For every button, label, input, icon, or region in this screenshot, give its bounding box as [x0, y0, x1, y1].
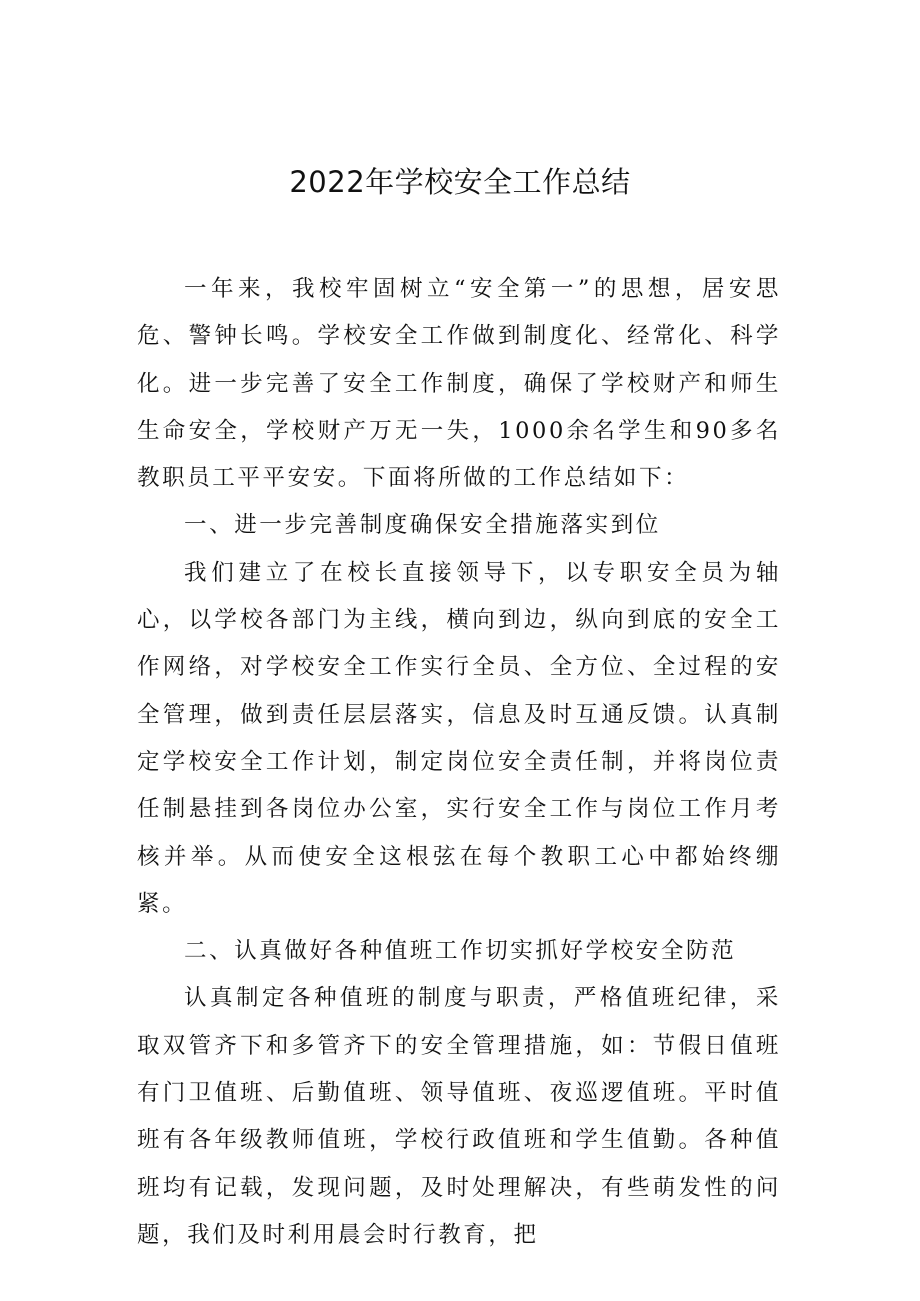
intro-paragraph: 一年来，我校牢固树立“安全第一”的思想，居安思危、警钟长鸣。学校安全工作做到制度化、经常化、科学化。进一步完善了安全工作制度，确保了学校财产和师生生命安全，学校财产万无一失，1000余名学生和90多名教职员工平平安安。下面将所做的工作总结如下：: [137, 276, 781, 492]
document-title: 2022年学校安全工作总结: [289, 165, 631, 199]
document-body: [137, 266, 781, 1259]
section-1-paragraph: 我们建立了在校长直接领导下，以专职安全员为轴心，以学校各部门为主线，横向到边，纵向到底的安全工作网络，对学校安全工作实行全员、全方位、全过程的安全管理，做到责任层层落实，信息及时互通反馈。认真制定学校安全工作计划，制定岗位安全责任制，并将岗位责任制悬挂到各岗位办公室，实行安全工作与岗位工作月考核并举。从而使安全这根弦在每个教职工心中都始终绷紧。: [137, 559, 781, 917]
section-heading-1: 一、进一步完善制度确保安全措施落实到位: [184, 512, 661, 539]
section-2-paragraph: 认真制定各种值班的制度与职责，严格值班纪律，采取双管齐下和多管齐下的安全管理措施，如：节假日值班有门卫值班、后勤值班、领导值班、夜巡逻值班。平时值班有各年级教师值班，学校行政值班和学生值勤。各种值班均有记载，发现问题，及时处理解决，有些萌发性的问题，我们及时利用晨会时行教育，把: [137, 985, 781, 1248]
section-heading-2: 二、认真做好各种值班工作切实抓好学校安全防范: [184, 938, 737, 965]
